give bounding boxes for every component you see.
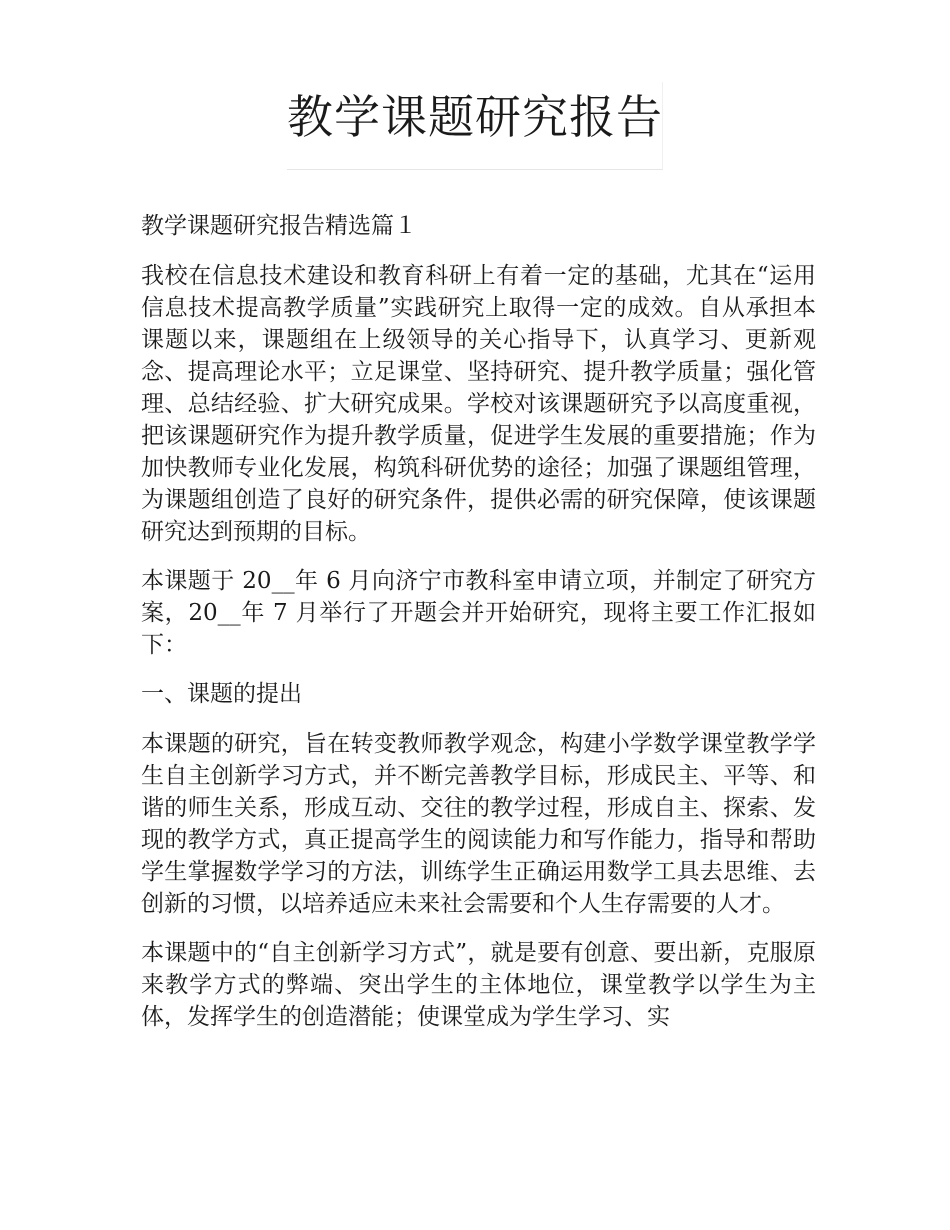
paragraph-intro: 我校在信息技术建设和教育科研上有着一定的基础，尤其在“运用信息技术提高教学质量”实践研究上取得一定的成效。自从承担本课题以来，课题组在上级领导的关心指导下，认真学习、更新观念、提高理论水平；立足课堂、坚持研究、提升教学质量；强化管理、总结经验、扩大研究成果。学校对该课题研究予以高度重视，把该课题研究作为提升教学质量，促进学生发展的重要措施；作为加快教师专业化发展，构筑科研优势的途径；加强了课题组管理，为课题组创造了良好的研究条件，提供必需的研究保障，使该课题研究达到预期的目标。 — [141, 263, 816, 545]
page-title: 教学课题研究报告 — [287, 90, 663, 144]
article-subtitle: 教学课题研究报告精选篇１ — [141, 213, 417, 239]
section-heading: 一、课题的提出 — [141, 681, 302, 707]
paragraph-purpose: 本课题的研究，旨在转变教师教学观念，构建小学数学课堂教学学生自主创新学习方式，并不断完善教学目标，形成民主、平等、和谐的师生关系，形成互动、交往的教学过程，形成自主、探索、发现的教学方式，真正提高学生的阅读能力和写作能力，指导和帮助学生掌握数学学习的方法，训练学生正确运用数学工具去思维、去创新的习惯，以培养适应未来社会需要和个人生存需要的人才。 — [141, 731, 816, 917]
paragraph-definition: 本课题中的“自主创新学习方式”，就是要有创意、要出新，克服原来教学方式的弊端、突出学生的主体地位，课堂教学以学生为主体，发挥学生的创造潜能；使课堂成为学生学习、实 — [141, 940, 816, 1030]
document-body — [141, 210, 816, 1050]
paragraph-timeline: 本课题于 20__年 6 月向济宁市教科室申请立项，并制定了研究方案，20__年 7 月举行了开题会并开始研究，现将主要工作汇报如下： — [141, 568, 816, 658]
title-block — [287, 82, 663, 170]
